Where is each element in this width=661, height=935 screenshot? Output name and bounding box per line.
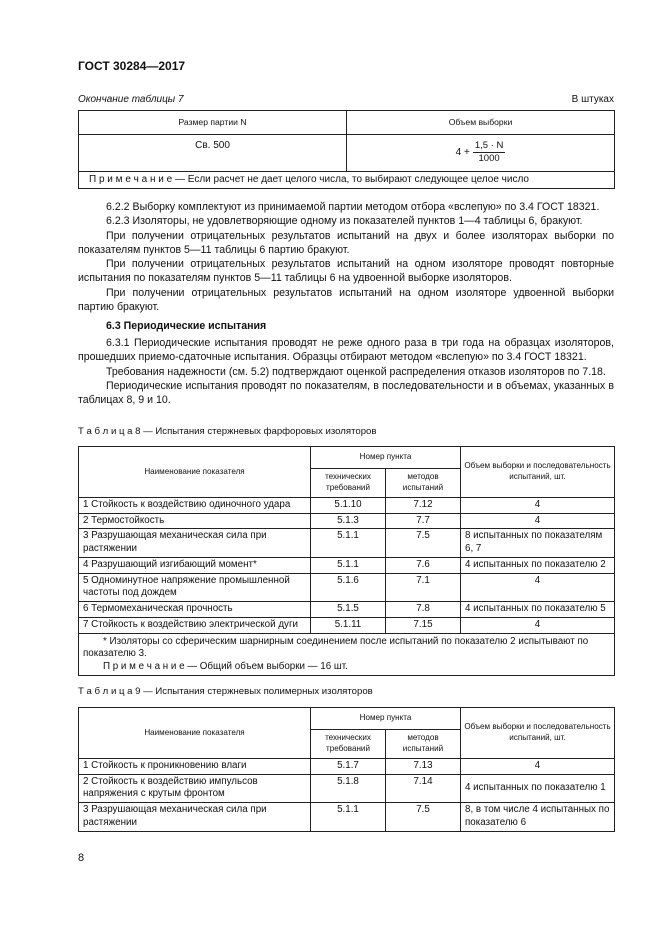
table9-head-req: технических требований [311,730,386,759]
row-name: 5 Одноминутное напряжение промышленной частоты под дождем [79,573,311,601]
table-row [79,602,615,618]
table7-caption: Окончание таблицы 7 [78,94,184,105]
table-row [79,513,615,529]
row-req: 5.1.3 [311,513,386,529]
row-name: 3 Разрушающая механическая сила при растяжении [79,803,311,831]
row-req: 5.1.1 [311,529,386,557]
row-volume: 4 [461,513,615,529]
row-meth: 7.8 [386,602,461,618]
row-req: 5.1.6 [311,573,386,601]
paragraph: При получении отрицательных результатов испытаний на одном изоляторе проводят повторные испытания по показателям пунктов 5—11 таблицы 6 на удвоенной выборке изоляторов. [78,258,614,285]
row-meth: 7.6 [386,557,461,573]
table9-caption-text: — Испытания стержневых полимерных изоляторов [143,686,373,697]
note-label: П р и м е ч а н и е [103,661,185,673]
row-meth: 7.12 [386,498,461,514]
row-meth: 7.13 [386,759,461,775]
table8-head-volume: Объем выборки и последовательность испытаний, шт. [461,447,615,498]
row-name: 1 Стойкость к воздействию одиночного удара [79,498,311,514]
row-meth: 7.5 [386,803,461,831]
table-row [79,557,615,573]
row-meth: 7.5 [386,529,461,557]
paragraph: При получении отрицательных результатов испытаний на одном изоляторе удвоенной выборки партию бракуют. [78,286,614,314]
table-row [79,803,615,831]
row-meth: 7.15 [386,617,461,633]
table8-footnote: * Изоляторы со сферическим шарнирным соединением после испытаний по показателю 2 испытывают по показателю 3. [83,635,589,660]
sample-formula [456,141,506,164]
table-row [79,573,615,601]
table-row [79,774,615,802]
table7-continuation [78,110,615,189]
row-req: 5.1.7 [311,759,386,775]
row-meth: 7.1 [386,573,461,601]
table7-col-sample: Объем выборки [347,111,615,135]
paragraphs-6-2 [78,200,614,314]
table8-caption [78,426,376,439]
table7-lot-size: Св. 500 [79,135,347,172]
table8-head-req: технических требований [311,469,386,498]
row-meth: 7.14 [386,774,461,802]
row-volume: 4 [461,759,615,775]
row-name: 1 Стойкость к проникновению влаги [79,759,311,775]
table9 [78,707,615,832]
paragraph: Требования надежности (см. 5.2) подтверждают оценкой распределения отказов изоляторов по 7.18. [106,365,606,378]
row-req: 5.1.1 [311,557,386,573]
table8-footnote-cell [79,633,615,675]
section-title: 6.3 Периодические испытания [106,320,267,332]
table9-head-group: Номер пункта [311,708,461,730]
page-number: 8 [78,852,85,864]
table-row [79,617,615,633]
table8-head-name: Наименование показателя [79,447,311,498]
row-name: 2 Термостойкость [79,513,311,529]
paragraphs-6-3 [78,336,614,407]
row-meth: 7.7 [386,513,461,529]
paragraph: 6.2.2 Выборку комплектуют из принимаемой партии методом отбора «вслепую» по 3.4 ГОСТ 18321. [106,201,600,213]
row-volume: 4 [461,573,615,601]
table-row [79,498,615,514]
row-req: 5.1.8 [311,774,386,802]
row-name: 3 Разрушающая механическая сила при растяжении [79,529,311,557]
table7-formula-cell [347,135,615,172]
table8 [78,446,615,676]
row-req: 5.1.1 [311,803,386,831]
document-header: ГОСТ 30284—2017 [78,59,186,73]
table7-caption-row [78,93,614,107]
row-req: 5.1.5 [311,602,386,618]
table7-units: В штуках [571,94,614,105]
row-volume: 4 [461,617,615,633]
table8-caption-text: — Испытания стержневых фарфоровых изоляторов [143,426,377,437]
row-name: 4 Разрушающий изгибающий момент* [79,557,311,573]
row-volume: 4 испытанных по показателю 2 [461,557,615,573]
row-req: 5.1.11 [311,617,386,633]
note-text: — Общий объем выборки — 16 шт. [187,661,348,673]
paragraph: 6.2.3 Изоляторы, не удовлетворяющие одному из показателей пунктов 1—4 таблицы 6, бракуют. [106,215,583,228]
row-volume: 4 испытанных по показателю 1 [461,774,615,802]
paragraph: 6.3.1 Периодические испытания проводят не реже одного раза в три года на образцах изоляторов, прошедших приемо-сдаточные испытания. Образцы отбирают методом «вслепую» по 3.4 ГОСТ 18321. [78,337,614,364]
formula-denominator: 1000 [478,153,500,165]
row-volume: 4 [461,498,615,514]
paragraph: Периодические испытания проводят по показателям, в последовательности и в объемах, указанных в таблицах 8, 9 и 10. [78,379,614,407]
table8-note [83,661,610,674]
table8-caption-label: Т а б л и ц а 8 [78,426,141,437]
row-name: 2 Стойкость к воздействию импульсов напряжения с крутым фронтом [79,774,311,802]
table8-head-group: Номер пункта [311,447,461,469]
table9-head-volume: Объем выборки и последовательность испытаний, шт. [461,708,615,759]
row-req: 5.1.10 [311,498,386,514]
table-row [79,759,615,775]
table9-caption-label: Т а б л и ц а 9 [78,686,141,697]
table9-caption [78,686,373,699]
row-volume: 4 испытанных по показателю 5 [461,602,615,618]
table9-head-name: Наименование показателя [79,708,311,759]
paragraph: При получении отрицательных результатов испытаний на двух и более изоляторах выборки по показателям пунктов 5—11 таблицы 6 партию бракуют. [78,229,614,256]
table-row [79,529,615,557]
table7-note [79,172,615,189]
formula-prefix: 4 + [455,147,470,159]
formula-numerator: 1,5 · N [474,140,504,152]
note-text: — Если расчет не дает целого числа, то выбирают следующее целое число [175,174,529,186]
table9-head-meth: методов испытаний [386,730,461,759]
row-name: 6 Термомеханическая прочность [79,602,311,618]
row-volume: 8 испытанных по показателям 6, 7 [461,529,615,557]
table8-head-meth: методов испытаний [386,469,461,498]
table7-col-size: Размер партии N [79,111,347,135]
row-volume: 8, в том числе 4 испытанных по показателю 6 [461,803,615,831]
note-label: П р и м е ч а н и е [89,174,173,186]
row-name: 7 Стойкость к воздействию электрической дуги [79,617,311,633]
